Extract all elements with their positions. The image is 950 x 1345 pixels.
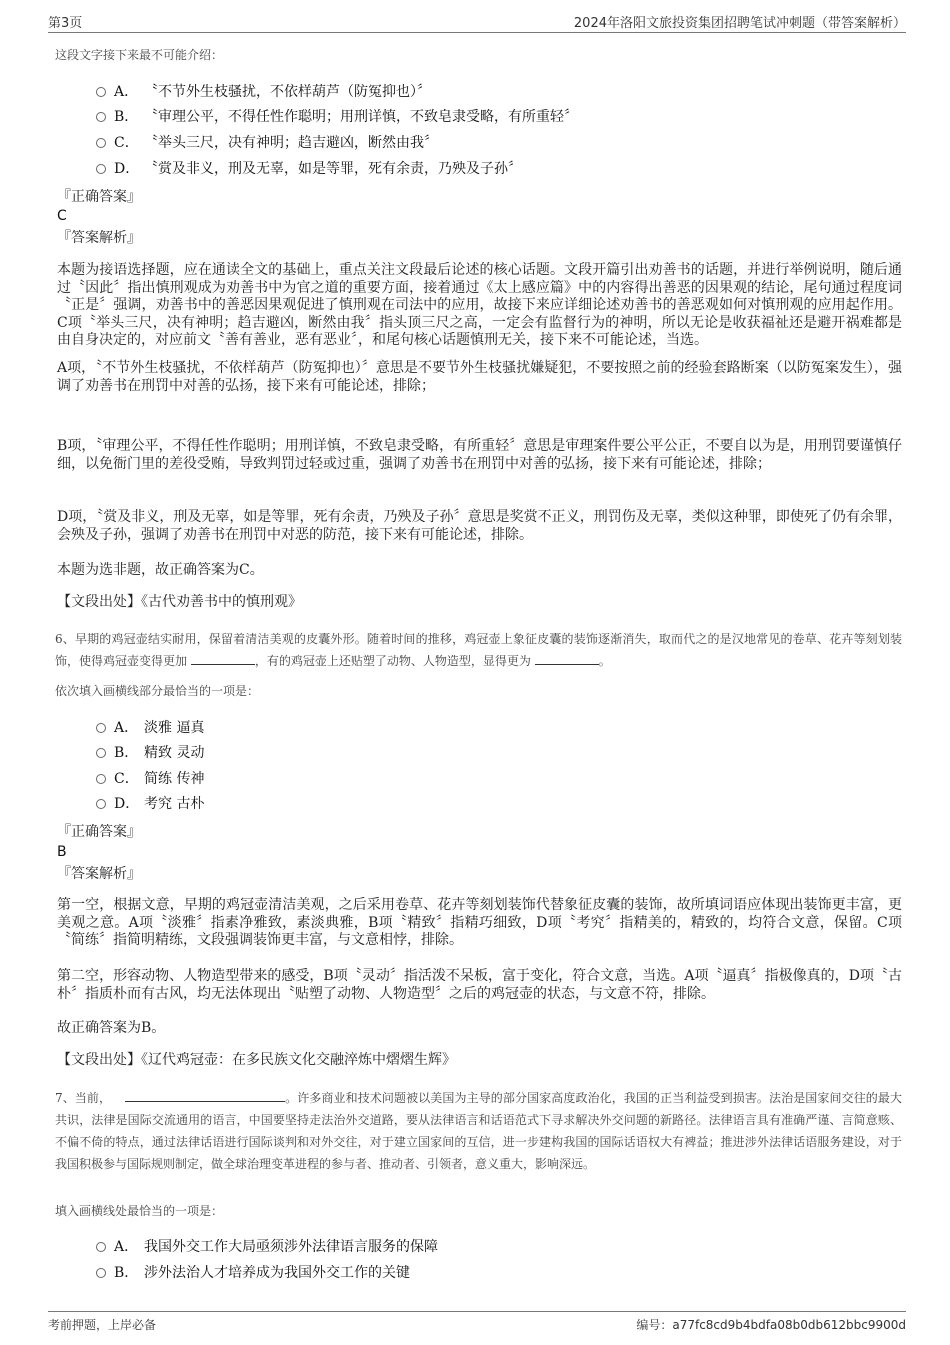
radio-icon[interactable] bbox=[96, 799, 106, 809]
q6-stem: 6、早期的鸡冠壶结实耐用，保留着清洁美观的皮囊外形。随着时间的推移，鸡冠壶上象征皮囊的装饰逐渐消失，取而代之的是汉地常见的卷草、花卉等刻划装饰，使得鸡冠壶变得更加 ，有的鸡冠壶上还贴塑了动物、人物造型，显得更为 。 bbox=[55, 632, 902, 668]
radio-icon[interactable] bbox=[96, 774, 106, 784]
page-number: 第3页 bbox=[48, 16, 83, 31]
q6-option-d[interactable]: D． 考究 古朴 bbox=[96, 793, 204, 815]
q5-analysis-para-3: B项，〝审理公平，不得任性作聪明；用刑详慎，不致皂隶受略，有所重轻〞意思是审理案件要公平公正，不要自以为是，用刑罚要谨慎仔细，以免衙门里的差役受贿，导致判罚过轻或过重，强调了劝善书在刑罚中对善的弘扬，接下来有可能论述，排除； bbox=[57, 438, 902, 472]
radio-icon[interactable] bbox=[96, 723, 106, 733]
radio-icon[interactable] bbox=[96, 748, 106, 758]
q5-option-c[interactable]: C． 〝举头三尺，决有神明；趋吉避凶，断然由我〞 bbox=[96, 132, 438, 154]
q5-source: 【文段出处】《古代劝善书中的慎刑观》 bbox=[57, 594, 302, 610]
q7-stem: 7、当前， 。许多商业和技术问题被以美国为主导的部分国家高度政治化，我国的正当利益受到损害。法治是国家间交往的最大共识，法律是国际交流通用的语言，中国要坚持走法治外交道路，要从法律语言和话语范式下寻求解决外交问题的新路径。法律语言具有准确严谨、言简意赅、不偏不倚的特点，通过法律话语进行国际谈判和对外交往，对于建立国家间的互信，进一步建构我国的国际话语权大有裨益；推进涉外法律话语服务建设，对于我国积极参与国际规则制定，做全球治理变革进程的参与者、推动者、引领者，意义重大，影响深远。 bbox=[55, 1091, 902, 1171]
q6-analysis-para-2: 第二空，形容动物、人物造型带来的感受，B项〝灵动〞指活泼不呆板，富于变化，符合文意，当选。A项〝逼真〞指极像真的，D项〝古朴〞指质朴而有古风，均无法体现出〝贴塑了动物、人物造型〞之后的鸡冠壶的状态，与文意不符，排除。 bbox=[57, 968, 902, 1002]
q7-option-b[interactable]: B． 涉外法治人才培养成为我国外交工作的关键 bbox=[96, 1262, 410, 1284]
q6-source: 【文段出处】《辽代鸡冠壶：在多民族文化交融淬炼中熠熠生辉》 bbox=[57, 1052, 456, 1068]
document-title: 2024年洛阳文旅投资集团招聘笔试冲刺题（带答案解析） bbox=[573, 16, 906, 31]
fill-blank bbox=[191, 652, 255, 665]
q6-answer-label: 『正确答案』 bbox=[57, 824, 141, 840]
fill-blank bbox=[535, 652, 599, 665]
radio-icon[interactable] bbox=[96, 87, 106, 97]
q5-option-b[interactable]: B． 〝审理公平，不得任性作聪明；用刑详慎，不致皂隶受略，有所重轻〞 bbox=[96, 106, 578, 128]
q6-option-b[interactable]: B． 精致 灵动 bbox=[96, 742, 204, 764]
page-footer bbox=[48, 1311, 906, 1336]
q5-option-a[interactable]: A． 〝不节外生枝骚扰，不依样葫芦（防冤抑也）〞 bbox=[96, 81, 431, 103]
q6-analysis-para-1: 第一空，根据文意，早期的鸡冠壶清洁美观，之后采用卷草、花卉等刻划装饰代替象征皮囊的装饰，故所填词语应体现出装饰更丰富，更美观之意。A项〝淡雅〞指素净雅致，素淡典雅，B项〝精致〞指精巧细致，D项〝考究〞指精美的，精致的，均符合文意，保留。C项〝简练〞指简明精练，文段强调装饰更丰富，与文意相悖，排除。 bbox=[57, 897, 902, 948]
q5-analysis-para-2: A项，〝不节外生枝骚扰，不依样葫芦（防冤抑也）〞意思是不要节外生枝骚扰嫌疑犯，不要按照之前的经验套路断案（以防冤案发生），强调了劝善书在刑罚中对善的弘扬，接下来有可能论述，排除； bbox=[57, 360, 902, 394]
q6-analysis-label: 『答案解析』 bbox=[57, 866, 141, 882]
q6-analysis-conclusion: 故正确答案为B。 bbox=[57, 1020, 166, 1036]
q6-option-c[interactable]: C． 简练 传神 bbox=[96, 768, 204, 790]
q5-prompt: 这段文字接下来最不可能介绍： bbox=[55, 48, 224, 62]
radio-icon[interactable] bbox=[96, 138, 106, 148]
fill-blank bbox=[125, 1089, 285, 1102]
q7-prompt: 填入画横线处最恰当的一项是： bbox=[55, 1204, 224, 1218]
q5-answer: C bbox=[57, 208, 67, 224]
q5-answer-label: 『正确答案』 bbox=[57, 189, 141, 205]
radio-icon[interactable] bbox=[96, 1242, 106, 1252]
radio-icon[interactable] bbox=[96, 112, 106, 122]
q5-analysis-label: 『答案解析』 bbox=[57, 230, 141, 246]
q5-option-d[interactable]: D． 〝赏及非义，刑及无辜，如是等罪，死有余责，乃殃及子孙〞 bbox=[96, 158, 522, 180]
q5-analysis-para-1: 本题为接语选择题，应在通读全文的基础上，重点关注文段最后论述的核心话题。文段开篇引出劝善书的话题，并进行举例说明，随后通过〝因此〞指出慎刑观成为劝善书中为官之道的重要方面，接着通过《太上感应篇》中的内容得出善恶的因果观的结论，尾句通过程度词〝正是〞强调，劝善书中的善恶因果观促进了慎刑观在司法中的应用，故接下来应详细论述劝善书的善恶观如何对慎刑观的应用起作用。C项〝举头三尺，决有神明；趋吉避凶，断然由我〞指头顶三尺之高，一定会有监督行为的神明，所以无论是收获福祉还是避开祸难都是由自身决定的，对应前文〝善有善业，恶有恶业〞，和尾句核心话题慎刑无关，接下来不可能论述，当选。 bbox=[57, 262, 902, 348]
q6-option-a[interactable]: A． 淡雅 逼真 bbox=[96, 717, 204, 739]
q5-analysis-para-4: D项，〝赏及非义，刑及无辜，如是等罪，死有余责，乃殃及子孙〞意思是奖赏不正义，刑罚伤及无辜，类似这种罪，即使死了仍有余罪，会殃及子孙，强调了劝善书在刑罚中对恶的防范，接下来有可能论述，排除。 bbox=[57, 509, 902, 543]
q6-prompt: 依次填入画横线部分最恰当的一项是： bbox=[55, 684, 260, 698]
radio-icon[interactable] bbox=[96, 1268, 106, 1278]
q5-analysis-conclusion: 本题为选非题，故正确答案为C。 bbox=[57, 562, 264, 578]
q6-answer: B bbox=[57, 844, 67, 860]
footer-slogan: 考前押题，上岸必备 bbox=[48, 1318, 157, 1332]
footer-code: 编号：a77fc8cd9b4bdfa08b0db612bbc9900d bbox=[636, 1318, 906, 1332]
q7-option-a[interactable]: A． 我国外交工作大局亟须涉外法律语言服务的保障 bbox=[96, 1236, 438, 1258]
page-header bbox=[48, 12, 906, 33]
radio-icon[interactable] bbox=[96, 164, 106, 174]
